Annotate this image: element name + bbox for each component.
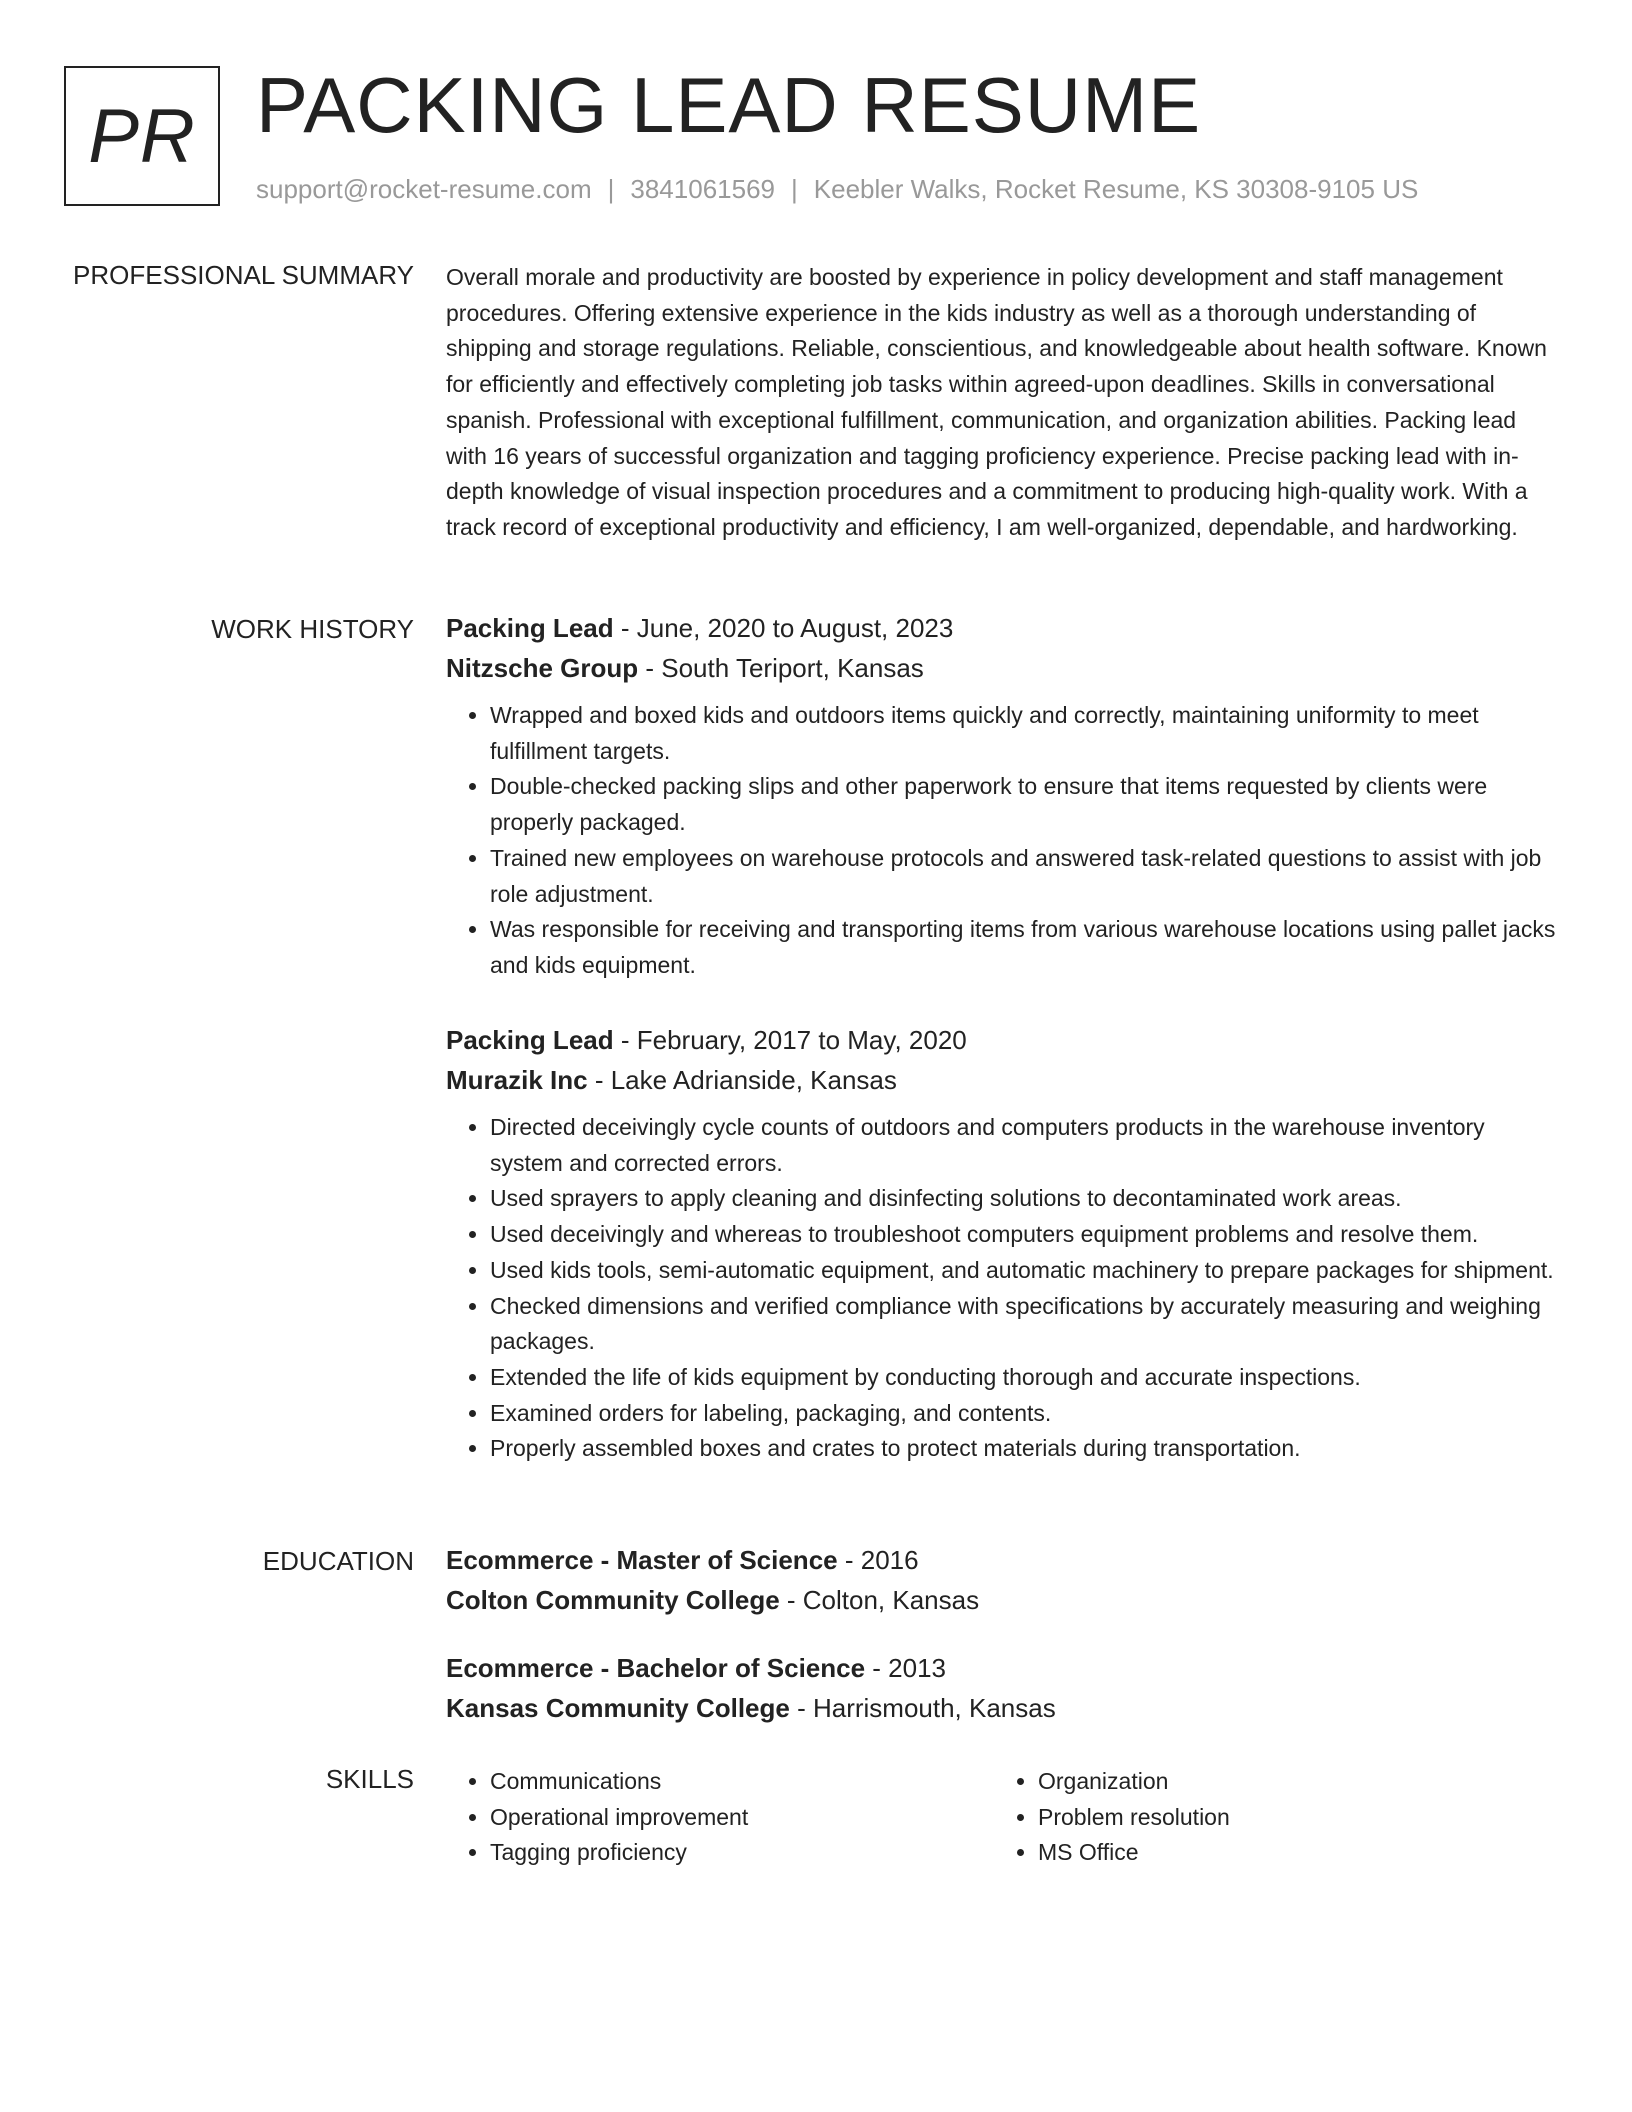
skill-item: • Operational improvement bbox=[490, 1800, 994, 1836]
list-item: • Wrapped and boxed kids and outdoors items quickly and correctly, maintaining uniformity to meet fulfillment targets. bbox=[490, 698, 1562, 769]
skill-item: • Communications bbox=[490, 1764, 994, 1800]
list-item: • Properly assembled boxes and crates to protect materials during transportation. bbox=[490, 1431, 1562, 1467]
edu-location: - Harrismouth, Kansas bbox=[789, 1693, 1056, 1723]
skill-item: • Problem resolution bbox=[1038, 1800, 1542, 1836]
edu-school-line bbox=[446, 1580, 1562, 1620]
contact-email: support@rocket-resume.com bbox=[256, 174, 592, 204]
job-dates: - February, 2017 to May, 2020 bbox=[613, 1025, 967, 1055]
list-item: • Checked dimensions and verified compliance with specifications by accurately measuring and weighing packages. bbox=[490, 1289, 1562, 1360]
edu-location: - Colton, Kansas bbox=[779, 1585, 980, 1615]
skills-body bbox=[446, 1764, 1562, 1871]
skills-column-right bbox=[994, 1764, 1542, 1871]
skill-item: • MS Office bbox=[1038, 1835, 1542, 1871]
job-entry bbox=[446, 1020, 1562, 1467]
edu-degree-line bbox=[446, 1648, 1562, 1688]
edu-year: - 2016 bbox=[837, 1545, 919, 1575]
job-company-line bbox=[446, 648, 1562, 688]
job-bullets bbox=[446, 1110, 1562, 1467]
list-item: • Used kids tools, semi-automatic equipment, and automatic machinery to prepare packages for shipment. bbox=[490, 1253, 1562, 1289]
job-company: Nitzsche Group bbox=[446, 653, 639, 683]
edu-degree: Ecommerce - Bachelor of Science bbox=[446, 1653, 866, 1683]
section-label-work: WORK HISTORY bbox=[211, 614, 414, 644]
job-entry bbox=[446, 608, 1562, 984]
monogram-logo bbox=[64, 66, 220, 206]
skills-grid bbox=[446, 1764, 1562, 1871]
job-title: Packing Lead bbox=[446, 1025, 614, 1055]
edu-year: - 2013 bbox=[865, 1653, 947, 1683]
contact-separator: | bbox=[607, 174, 615, 204]
section-label-summary: PROFESSIONAL SUMMARY bbox=[73, 260, 414, 290]
list-item: • Double-checked packing slips and other paperwork to ensure that items requested by clients were properly packaged. bbox=[490, 769, 1562, 840]
list-item: • Directed deceivingly cycle counts of outdoors and computers products in the warehouse inventory system and corrected errors. bbox=[490, 1110, 1562, 1181]
job-location: - Lake Adrianside, Kansas bbox=[587, 1065, 897, 1095]
list-item: • Examined orders for labeling, packaging, and contents. bbox=[490, 1396, 1562, 1432]
job-dates: - June, 2020 to August, 2023 bbox=[613, 613, 954, 643]
page-title: PACKING LEAD RESUME bbox=[256, 61, 1202, 149]
monogram-text: PR bbox=[88, 93, 196, 179]
edu-school-line bbox=[446, 1688, 1562, 1728]
contact-separator: | bbox=[791, 174, 798, 204]
edu-degree: Ecommerce - Master of Science bbox=[446, 1545, 838, 1575]
skill-item: • Tagging proficiency bbox=[490, 1835, 994, 1871]
list-item: • Used deceivingly and whereas to troubleshoot computers equipment problems and resolve them. bbox=[490, 1217, 1562, 1253]
job-title: Packing Lead bbox=[446, 613, 614, 643]
education-entry bbox=[446, 1540, 1562, 1620]
job-company: Murazik Inc bbox=[446, 1065, 588, 1095]
section-label-skills: SKILLS bbox=[325, 1764, 414, 1794]
job-title-line bbox=[446, 1020, 1562, 1060]
list-item: • Used sprayers to apply cleaning and disinfecting solutions to decontaminated work areas. bbox=[490, 1181, 1562, 1217]
job-bullets bbox=[446, 698, 1562, 984]
education-entry bbox=[446, 1648, 1562, 1728]
edu-degree-line bbox=[446, 1540, 1562, 1580]
edu-school: Kansas Community College bbox=[446, 1693, 790, 1723]
list-item: • Trained new employees on warehouse protocols and answered task-related questions to assist with job role adjustment. bbox=[490, 841, 1562, 912]
job-title-line bbox=[446, 608, 1562, 648]
summary-text: Overall morale and productivity are boosted by experience in policy development and staff management procedures. Offering extensive experience in the kids industry as well as a thorough understanding of shipping and storage regulations. Reliable, conscientious, and knowledgeable about health software. Known for efficiently and effectively completing job tasks within agreed-upon deadlines. Skills in conversational spanish. Professional with exceptional fulfillment, communication, and organization abilities. Packing lead with 16 years of successful organization and tagging proficiency experience. Precise packing lead with in-depth knowledge of visual inspection procedures and a commitment to producing high-quality work. With a track record of exceptional productivity and efficiency, I am well-organized, dependable, and hardworking. bbox=[446, 264, 1547, 540]
summary-body bbox=[446, 260, 1562, 546]
edu-school: Colton Community College bbox=[446, 1585, 780, 1615]
list-item: • Extended the life of kids equipment by conducting thorough and accurate inspections. bbox=[490, 1360, 1562, 1396]
contact-phone: 3841061569 bbox=[630, 174, 775, 204]
job-location: - South Teriport, Kansas bbox=[638, 653, 924, 683]
skills-column-left bbox=[446, 1764, 994, 1871]
skill-item: • Organization bbox=[1038, 1764, 1542, 1800]
list-item: • Was responsible for receiving and transporting items from various warehouse locations using pallet jacks and kids equipment. bbox=[490, 912, 1562, 983]
contact-line bbox=[256, 174, 1418, 205]
contact-address: Keebler Walks, Rocket Resume, KS 30308-9105 US bbox=[813, 174, 1419, 204]
job-company-line bbox=[446, 1060, 1562, 1100]
section-label-education: EDUCATION bbox=[262, 1546, 414, 1576]
